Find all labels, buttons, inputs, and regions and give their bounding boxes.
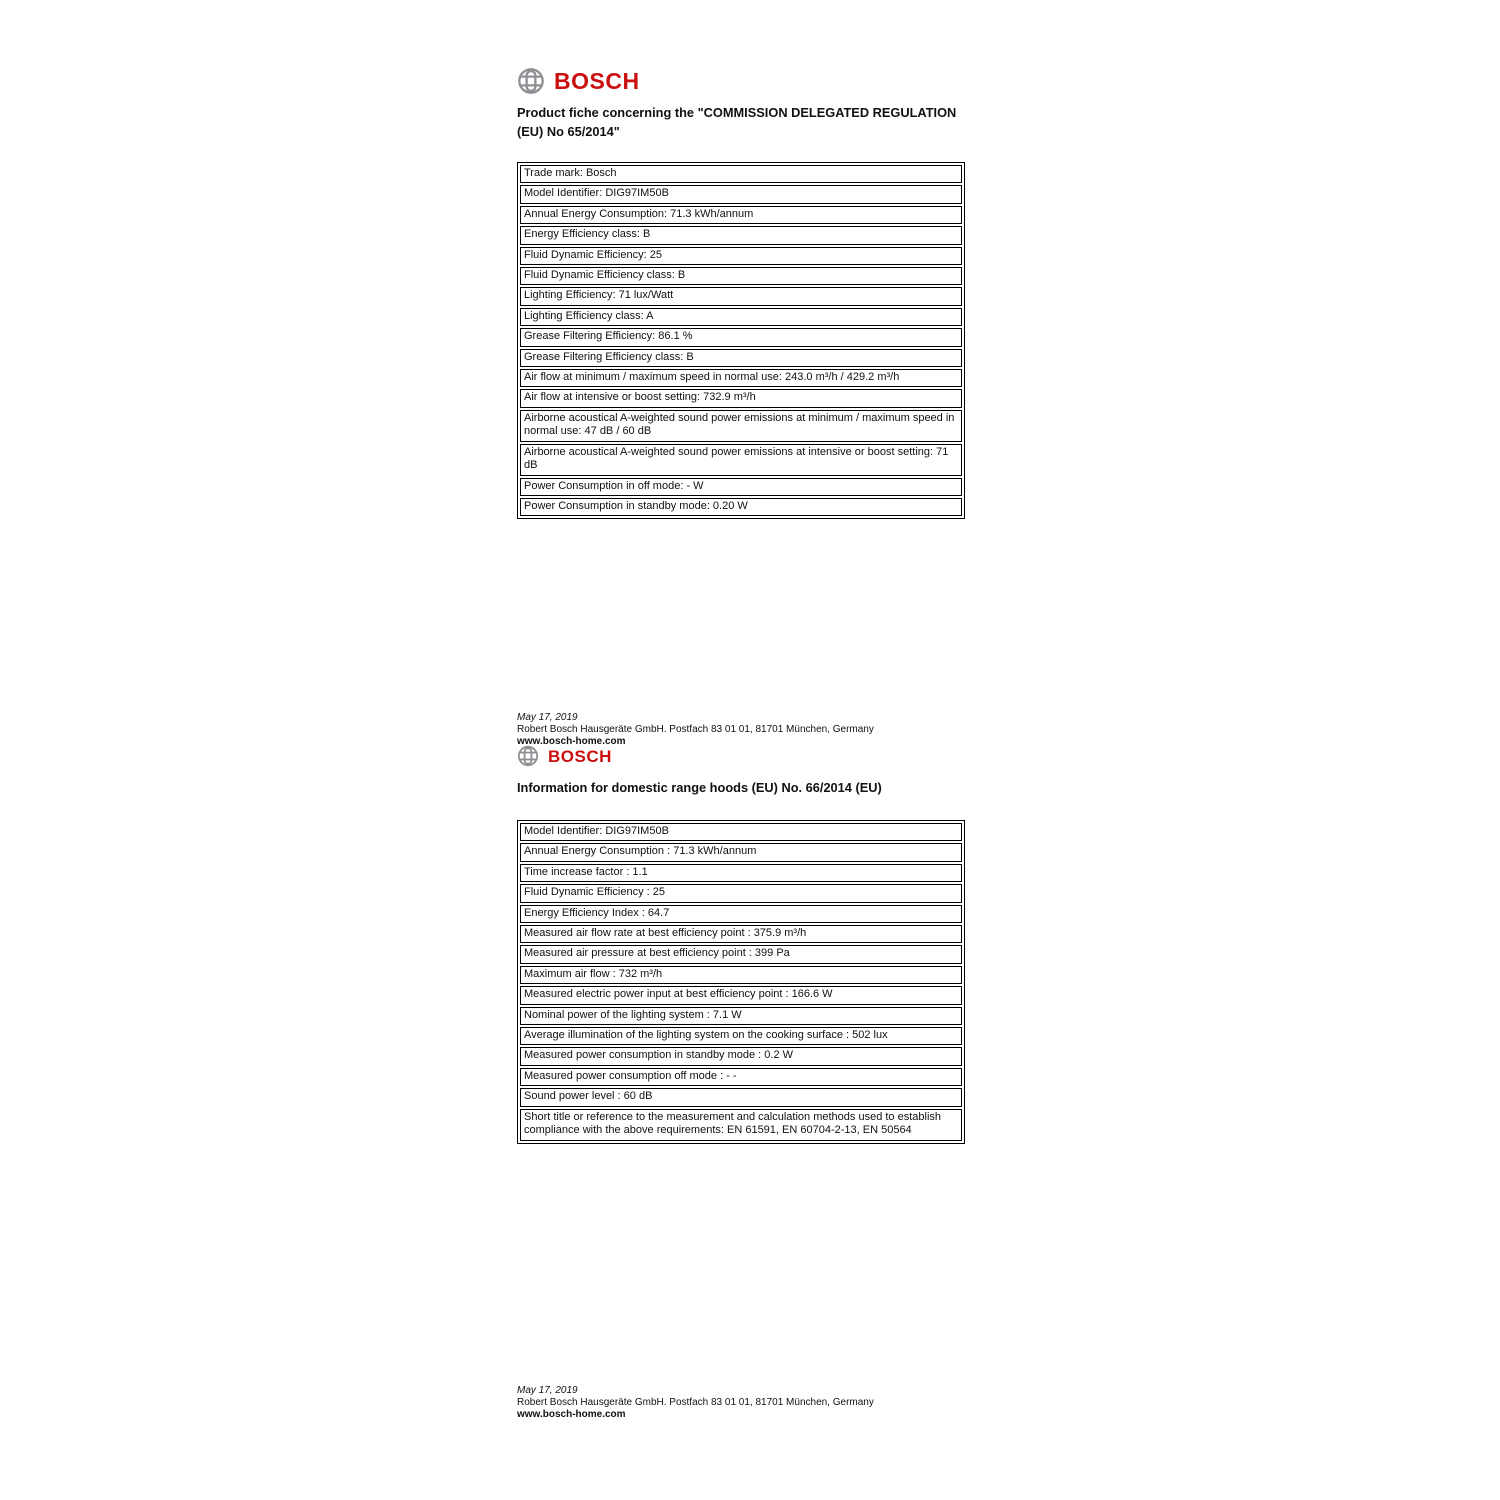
- table-cell: Measured air pressure at best efficiency point : 399 Pa: [520, 945, 962, 963]
- table-row: [520, 478, 962, 496]
- table-cell: Time increase factor : 1.1: [520, 864, 962, 882]
- table-row: [520, 389, 962, 407]
- table-cell: Annual Energy Consumption: 71.3 kWh/annum: [520, 206, 962, 224]
- page1-table-body: [520, 165, 962, 516]
- bosch-anchor-icon: [517, 745, 539, 767]
- table-cell: Trade mark: Bosch: [520, 165, 962, 183]
- table-row: [520, 1109, 962, 1141]
- table-row: [520, 247, 962, 265]
- table-row: [520, 349, 962, 367]
- bosch-logo-page2: [517, 745, 612, 767]
- page1-footer: [517, 712, 874, 747]
- table-cell: Fluid Dynamic Efficiency : 25: [520, 884, 962, 902]
- table-cell: Maximum air flow : 732 m³/h: [520, 966, 962, 984]
- table-cell: Fluid Dynamic Efficiency: 25: [520, 247, 962, 265]
- page1-product-fiche-table: [517, 162, 965, 519]
- footer-address: Robert Bosch Hausgeräte GmbH. Postfach 83 01 01, 81701 München, Germany: [517, 723, 874, 735]
- table-cell: Sound power level : 60 dB: [520, 1088, 962, 1106]
- footer-website: www.bosch-home.com: [517, 735, 626, 747]
- table-cell: Short title or reference to the measurement and calculation methods used to establish compliance with the above requirements: EN 61591, EN 60704-2-13, EN 50564: [520, 1109, 962, 1141]
- table-row: [520, 945, 962, 963]
- table-row: [520, 369, 962, 387]
- page2-footer: [517, 1385, 874, 1420]
- table-cell: Power Consumption in off mode: - W: [520, 478, 962, 496]
- bosch-wordmark: BOSCH: [548, 746, 612, 766]
- table-row: [520, 1027, 962, 1045]
- footer-website: www.bosch-home.com: [517, 1408, 626, 1420]
- table-row: [520, 1088, 962, 1106]
- table-row: [520, 165, 962, 183]
- table-row: [520, 185, 962, 203]
- page2-information-table: [517, 820, 965, 1144]
- table-cell: Measured power consumption in standby mode : 0.2 W: [520, 1047, 962, 1065]
- bosch-logo-page1: [517, 67, 640, 95]
- footer-date: May 17, 2019: [517, 1385, 578, 1396]
- table-cell: Airborne acoustical A-weighted sound power emissions at minimum / maximum speed in normal use: 47 dB / 60 dB: [520, 410, 962, 442]
- table-row: [520, 444, 962, 476]
- page2-table-body: [520, 823, 962, 1141]
- table-row: [520, 498, 962, 516]
- table-cell: Air flow at minimum / maximum speed in normal use: 243.0 m³/h / 429.2 m³/h: [520, 369, 962, 387]
- page2-title: Information for domestic range hoods (EU) No. 66/2014 (EU): [517, 780, 882, 795]
- bosch-wordmark: BOSCH: [554, 67, 640, 94]
- table-row: [520, 1047, 962, 1065]
- table-cell: Air flow at intensive or boost setting: 732.9 m³/h: [520, 389, 962, 407]
- table-row: [520, 287, 962, 305]
- table-cell: Power Consumption in standby mode: 0.20 W: [520, 498, 962, 516]
- footer-address: Robert Bosch Hausgeräte GmbH. Postfach 83 01 01, 81701 München, Germany: [517, 1396, 874, 1408]
- table-row: [520, 884, 962, 902]
- table-row: [520, 410, 962, 442]
- table-row: [520, 308, 962, 326]
- table-cell: Lighting Efficiency: 71 lux/Watt: [520, 287, 962, 305]
- table-cell: Energy Efficiency class: B: [520, 226, 962, 244]
- table-cell: Measured electric power input at best efficiency point : 166.6 W: [520, 986, 962, 1004]
- table-cell: Lighting Efficiency class: A: [520, 308, 962, 326]
- table-cell: Measured air flow rate at best efficiency point : 375.9 m³/h: [520, 925, 962, 943]
- table-row: [520, 986, 962, 1004]
- table-cell: Fluid Dynamic Efficiency class: B: [520, 267, 962, 285]
- table-row: [520, 226, 962, 244]
- table-row: [520, 864, 962, 882]
- bosch-anchor-icon: [517, 67, 545, 95]
- table-cell: Measured power consumption off mode : - -: [520, 1068, 962, 1086]
- table-row: [520, 328, 962, 346]
- table-cell: Nominal power of the lighting system : 7.1 W: [520, 1007, 962, 1025]
- table-row: [520, 206, 962, 224]
- page1-title: Product fiche concerning the "COMMISSION DELEGATED REGULATION (EU) No 65/2014": [517, 105, 957, 140]
- table-cell: Average illumination of the lighting system on the cooking surface : 502 lux: [520, 1027, 962, 1045]
- table-cell: Grease Filtering Efficiency: 86.1 %: [520, 328, 962, 346]
- footer-date: May 17, 2019: [517, 712, 578, 723]
- table-row: [520, 905, 962, 923]
- table-row: [520, 925, 962, 943]
- table-cell: Airborne acoustical A-weighted sound power emissions at intensive or boost setting: 71 dB: [520, 444, 962, 476]
- table-row: [520, 843, 962, 861]
- table-cell: Energy Efficiency Index : 64.7: [520, 905, 962, 923]
- table-row: [520, 1068, 962, 1086]
- table-cell: Annual Energy Consumption : 71.3 kWh/annum: [520, 843, 962, 861]
- table-cell: Model Identifier: DIG97IM50B: [520, 185, 962, 203]
- table-row: [520, 267, 962, 285]
- table-row: [520, 966, 962, 984]
- table-cell: Model Identifier: DIG97IM50B: [520, 823, 962, 841]
- table-row: [520, 1007, 962, 1025]
- table-cell: Grease Filtering Efficiency class: B: [520, 349, 962, 367]
- table-row: [520, 823, 962, 841]
